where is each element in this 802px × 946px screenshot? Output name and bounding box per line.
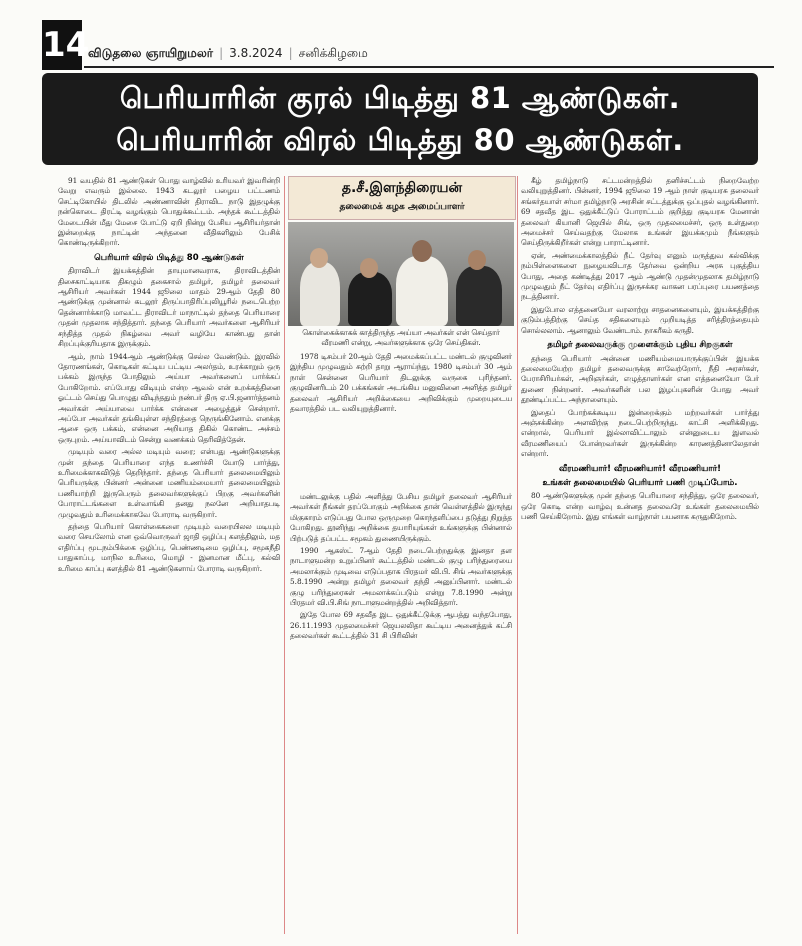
paragraph: தந்தை பெரியார் கொள்கைகளை முடியும் வரையிலல மடியும் வரை செயலோம் என ஒவ்வொருவர் ஜாதி ஒழிப்பு களத்திலும், மத எதிர்ப்பு மூடநம்பிக்கை ஒழிப்பு, பெண்ணடிமை ஒழிப்பு, சமூகநீதி பாதுகாப்பு, மாநில உரிமை, மொழி - இனமான மீட்பு, கல்வி உரிமை காப்பு களத்தில் 81 ஆண்டுகளாய் போராடி வருகிறார். <box>58 522 280 573</box>
paragraph: 1978 டிசம்பர் 20ஆம் தேதி அமைக்கப்பட்ட மண்டல் குழுவினர் இந்திய முழுவதும் சுற்றி தாறு ஆராய்ந்து, 1980 டிசம்பர் 30 ஆம் நாள் சென்னை பெரியார் திடலுக்கு வருகை புரிந்தனர். குழுவினரிடம் 20 பக்கங்கள் அடங்கிய மனுவினை அளித்த தமிழர் தலைவர் ஆசிரியர் அறிக்கையை அறிவிக்கும் முறையுடைய தவாரத்தில் பட வலியுறுத்தினார். <box>290 352 512 414</box>
subheading: வீரமணியார்! வீரமணியார்! வீரமணியார்! <box>558 463 722 474</box>
left-column <box>58 176 280 934</box>
person-figure <box>348 272 392 326</box>
subheading: பெரியார் விரல் பிடித்து 80 ஆண்டுகள் <box>94 252 244 263</box>
person-head <box>360 258 378 278</box>
paper-name: விடுதலை ஞாயிறுமலர் <box>88 46 214 60</box>
paragraph: முடியும் வரை அல்ல மடியும் வரை; என்பது ஆண்டுகளுக்கு முன் தந்தை பெரியாரை எந்த உணர்ச்சி யோடு பார்த்து, உரிமைக்காகவிடுத் தெறிந்தார். தந்தை பெரியார் தலைமையிலும் பெரியருக்கு பின்னர் அன்னை மணியம்மையார் தலைமையிலும் பணியாற்றி இருபெரும் தலைவர்களுக்குப் பிறகு அவர்களின் போராட்டங்களை உள்வாங்கி தனது நலனே அறியாதபடி முழுவதும் உரிமைக்காகவே போராடி வருகிறார். <box>58 447 280 519</box>
headline-banner <box>42 73 758 165</box>
subheading: உங்கள் தலைமையில் பெரியார் பணி முடிப்போம். <box>542 477 738 488</box>
article-photo <box>288 222 514 326</box>
person-head <box>310 248 328 268</box>
middle-column <box>290 492 512 934</box>
subheading: தமிழர் தலைவருக்கு முளைக்கும் புதிய சிறகுகள் <box>547 340 733 351</box>
page-number: 14 <box>42 20 82 70</box>
paragraph: ஆம், நாம் 1944ஆம் ஆண்டுக்கு செல்ல வேண்டும். இரவில் தோரணங்கள், கொடிகள் கட்டிய பட்டிய அலர்தம், உரக்காறும் ஒரு பக்கம் இருந்த போதிலும் அய்யா அவர்களைப் பார்க்கப் போகிறோம். எப்போது விடியும் என்ற ஆவல் என் உறக்கத்தினை ஓட்டம் செய்து பொழுது விடிந்ததும் நண்பர் திரு ஏ.பி.ஜனார்த்தனம் அவர்கள் அய்யாவை பார்க்க என்னை அழைத்துச் சென்றார். அப்போ அவர்கள் தங்கியுள்ள சந்திரத்தை நெருங்கினோம். எனக்கு ஆசை ஒரு பக்கம், என்னை அறியாத திகில் கொண்ட அச்சம் ஒருபுறம். அய்யாவிடம் சென்று வணக்கம் தெரிவித்தேன். <box>58 351 280 444</box>
paragraph: 1990 ஆகஸ்ட் 7ஆம் தேதி நடைபெற்றதுக்கு இனதா தள நாடாளுமன்ற உறுப்பினர் கூட்டத்தில் மண்டல் குழு பரிந்துரையை அமலாக்கும் முடிவை எடுப்பதாக பிரதமர் வி.பி. சிங் அவர்களுக்கு 5.8.1990 அன்று தமிழர் தலைவர் தந்தி அனுப்பினார். மண்டல் குழு பரிந்துரைகள் அமலாக்கப்படும் என்று 7.8.1990 அன்று பிரதமர் வி.பி.சிங் நாடாளுமன்றத்தில் அறிவித்தார். <box>290 546 512 608</box>
headline-line-2: பெரியாரின் விரல் பிடித்து 80 ஆண்டுகள். <box>116 123 684 157</box>
column-divider <box>284 176 285 934</box>
issue-day: சனிக்கிழமை <box>298 46 368 60</box>
author-name: த.சீ.இளந்திரையன் <box>341 180 463 196</box>
paragraph: தந்தை பெரியார் அன்னை மணியம்மையாருக்குப்பின் இயக்க தலைமையேற்ற தமிழர் தலைவருக்கு சாவேற்றோர், நீதி அரசர்கள், பேராசிரியர்கள், அறிஞர்கள், எழுத்தாளர்கள் என எத்தனையோ பேர் துணை நின்றனர். அவர்களின் பல இழப்புகளின் போது அவர் தூண்டிப்பட்ட அந்நாளையும். <box>521 353 759 405</box>
paragraph: திராவிடர் இயக்கத்தின் தாயுமானவராக, திராவிடத்தின் திசைகாட்டியாக திகழும் தகைசால் தமிழர், தமிழர் தலைவர் ஆசிரியர் அவர்கள் 1944 ஜூலை மாதம் 29ஆம் தேதி 80 ஆண்டுக்கு முன்னால் கடலூர் திருப்பாதிரிப்புலியூரில் நடைபெற்ற தென்னார்க்காடு மாவட்ட திராவிடர் மாநாட்டில் தந்தை பெரியாரை முதன் முதலாக சந்தித்தார். தந்தை பெரியார் அவர்களை ஆசிரியர் சந்தித்த முதல் நிகழ்வை அவர் வழியே காண்பது தான் சிறப்புக்குரியதாக இருக்கும். <box>58 266 280 349</box>
column-divider <box>517 176 518 934</box>
running-header: விடுதலை ஞாயிறுமலர் | 3.8.2024 | சனிக்கிழமை <box>88 46 368 60</box>
author-role: தலைமைக் கழக அமைப்பாளர் <box>339 202 465 212</box>
middle-column-top <box>290 352 512 492</box>
photo-caption: கொள்கைக்காகக் காத்திருந்த அய்யா அவர்கள் என் செய்தார் வீரமணி என்று, அவர்களுக்காக ஒரே செய்திகள். <box>302 328 500 348</box>
paragraph: இதே போல 69 சதவீத இட ஒதுக்கீட்டுக்கு ஆபத்து வந்தபோது, 26.11.1993 முதலமைச்சர் ஜெயலலிதா கூட்டிய அனைத்துக் கட்சி தலைவர்கள் கூட்டத்தில் 31 சி பிரிவின் <box>290 610 512 641</box>
paragraph: மண்டலுக்கு பதில் அளித்து பேசிய தமிழர் தலைவர் ஆசிரியர் அவர்கள் நீங்கள் தரப்போகும் அறிக்கை தான் வெள்ளத்தில் இருந்து மிகுகாரம் எடுப்பது போல ஒருமுறை கொந்தளிப்பை தடுத்து நிறுத்த போகிறது. தூனிந்து அறிக்கை தயாரியுங்கள் உங்களுக்கு பின்னால் பிற்படுத் தப்பட்ட சமூகம் துணையிருக்கும். <box>290 492 512 543</box>
person-figure <box>456 266 502 326</box>
paragraph: ஏன், அண்மைக்காலத்தில் நீட் தேர்வு எனும் மருத்துவ கல்விக்கு நம்பிள்ளைகளை நுழையவிடாத தேர்வை ஒன்றிய அரசு புகுத்திய போது, அதை கண்டித்து 2017 ஆம் ஆண்டு முதன்முதலாக தமிழ்நாடு முழுவதும் நீட் தேர்வு எதிர்ப்பு இருசக்கர வாகன பரப்புரை பயணத்தை நடத்தினார். <box>521 250 759 302</box>
person-figure <box>300 262 340 326</box>
person-figure <box>396 256 448 326</box>
person-head <box>412 240 432 262</box>
person-head <box>468 250 486 270</box>
author-byline <box>288 176 516 220</box>
paragraph: 80 ஆண்டுகளுக்கு முன் தந்தை பெரியாரை சந்தித்து, ஒரே தலைவர், ஒரே கொடி என்ற வாழ்வு உன்னத தலைவரே உங்கள் தலைமையில் பணி செய்கிறோம். இது எங்கள் வாழ்நாள் பயனாக கருதுகிறோம். <box>521 491 759 522</box>
paragraph: 91 வயதில் 81 ஆண்டுகள் பொது வாழ்வில் உரியவர் இவரின்றி வேறு எவரும் இல்லை. 1943 கடலூர் பழைய பட்டணம் செட்டிகோயில் திடலில் அண்ணாவின் திராவிட நாடு இதழுக்கு நன்கொடை திரட்டி வழங்கும் பொதுக்கூட்டம். அந்தக் கூட்டத்தில் மேடையின் மீது மேசை போட்டு ஏறி நின்று பேசிய ஆசிரியர்தான் இன்றைக்கு நாட்டின் அந்தனை வீதிகளிலும் பேசிக் கொண்டிருக்கிறார். <box>58 176 280 248</box>
issue-date: 3.8.2024 <box>229 46 283 60</box>
right-column <box>521 176 759 934</box>
header-rule <box>84 66 774 68</box>
paragraph: கீழ் தமிழ்நாடு சட்டமன்றத்தில் தனிச்சட்டம் நிறைவேற்ற வலியுறுத்தினர். பின்னர், 1994 ஜூலை 19 ஆம் நாள் குடியரசு தலைவர் சங்கர்தயாள் சர்மா தமிழ்நாடு அரசின் சட்டத்துக்கு ஒப்புதல் வழங்கினார். 69 சதவீத இட ஒதுக்கீட்டுப் போராட்டம் குறித்து குடியரசு மேனான் தலைவர் கியானி ஜெயில் சிங், ஒரு முதலமைச்சர், ஒரு உள்துறை அமைச்சர் செய்வதற்கு மேலாக உங்கள் இயக்கமும் நீங்களும் செய்திருக்கிறீர்கள் என்று பாராட்டினார். <box>521 176 759 248</box>
headline-line-1: பெரியாரின் குரல் பிடித்து 81 ஆண்டுகள். <box>119 81 681 115</box>
paragraph: இதுபோல எத்தனையோ வரலாற்று சாதனைகளையும், இயக்கத்திற்கு குடும்பத்திற்கு செய்த சதிகளையும் முறியடித்த சரித்திரத்தையும் சொல்லலாம். ஆனாலும் வேண்டாம். நாகரீகம் கருதி. <box>521 304 759 335</box>
paragraph: இதைப் போற்கக்கூடிய இன்றைக்கும் மற்றவர்கள் பார்த்து அஞ்சக்கின்ற அளவிற்கு நடைபெற்றிருந்து. காட்சி அளிக்கிறது. என்றால், பெரியார் இல்லாவிட்டாலும் என்னுடைய இளவல் வீரமணியைப் போன்றவர்கள் இருக்கின்ற காரணத்தினாலேதான் என்றார். <box>521 407 759 459</box>
